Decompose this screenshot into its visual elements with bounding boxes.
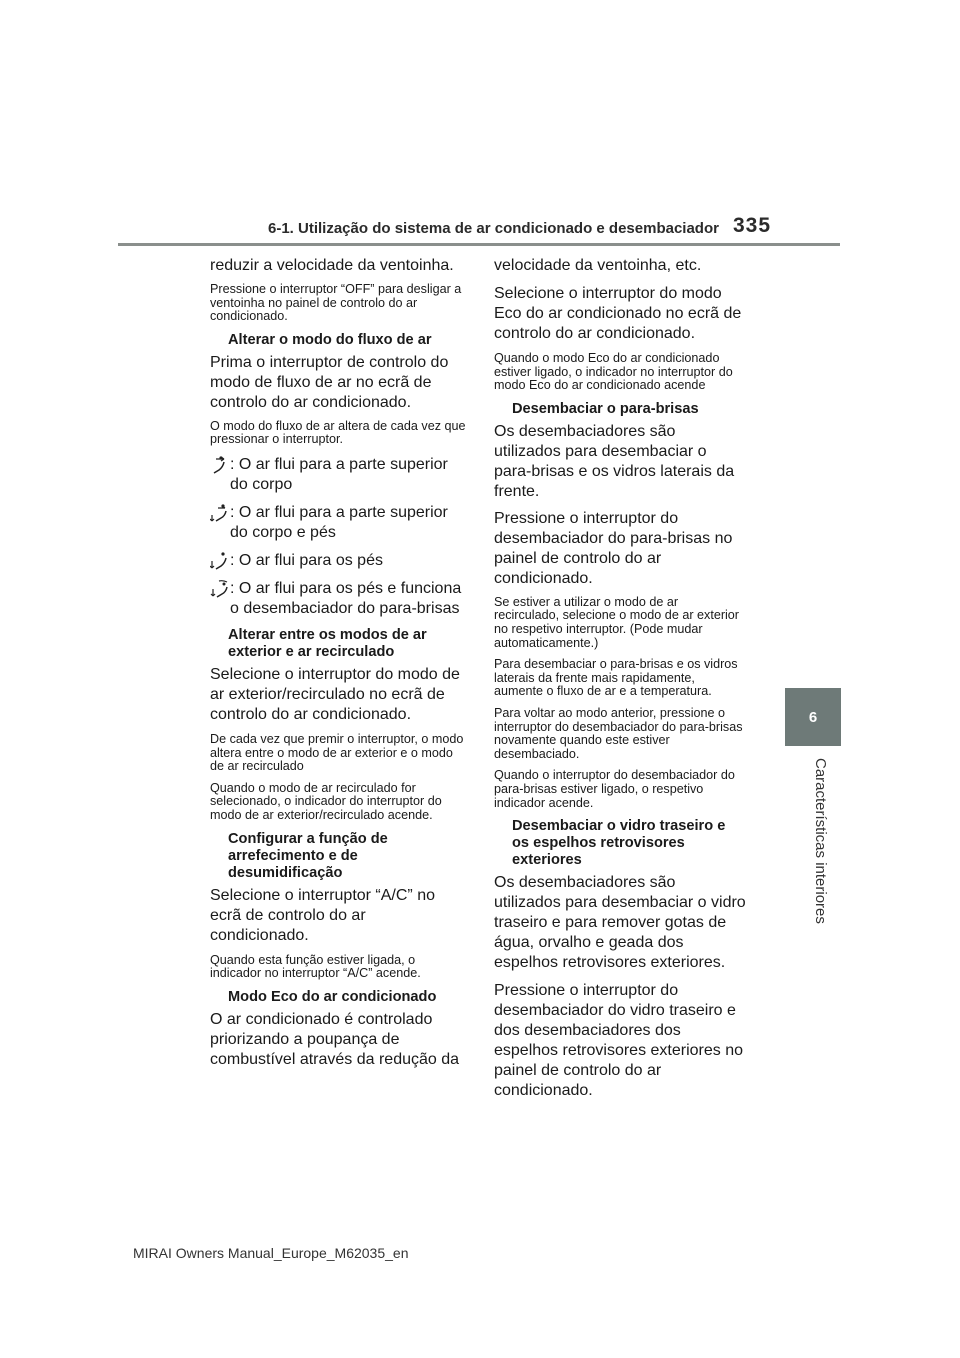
subheading: Desembaciar o para-brisas bbox=[512, 400, 699, 417]
airflow-feet-icon bbox=[210, 551, 230, 571]
paragraph: Os desembaciadores são utilizados para desembaciar o para-brisas e os vidros laterais da frente. bbox=[494, 422, 735, 500]
paragraph: Prima o interruptor de controlo do modo de fluxo de ar no ecrã de controlo do ar condicionado. bbox=[210, 353, 449, 411]
subheading: Modo Eco do ar condicionado bbox=[228, 988, 437, 1005]
airflow-mode-label: : O ar flui para a parte superior do corpo bbox=[230, 455, 448, 493]
page-number: 335 bbox=[733, 214, 772, 237]
airflow-mode-feet bbox=[210, 551, 466, 571]
paragraph: Os desembaciadores são utilizados para desembaciar o vidro traseiro e para remover gotas de água, orvalho e geada dos espelhos retrovisores exteriores. bbox=[494, 874, 746, 972]
note: De cada vez que premir o interruptor, o modo altera entre o modo de ar exterior e o modo de ar recirculado bbox=[210, 731, 464, 774]
airflow-face-feet-icon bbox=[210, 503, 230, 523]
note: Se estiver a utilizar o modo de ar recirculado, selecione o modo de ar exterior no respetivo interruptor. (Pode mudar automaticamente.) bbox=[494, 594, 740, 650]
paragraph: velocidade da ventoinha, etc. bbox=[494, 257, 702, 274]
note: Quando esta função estiver ligada, o indicador no interruptor “A/C” acende. bbox=[210, 952, 421, 981]
airflow-face-icon bbox=[210, 455, 230, 475]
chapter-number: 6 bbox=[808, 708, 818, 726]
airflow-mode-face bbox=[210, 455, 466, 495]
left-column bbox=[210, 256, 466, 1078]
note: Para desembaciar o para-brisas e os vidros laterais da frente mais rapidamente, aumente o fluxo de ar e a temperatura. bbox=[494, 657, 738, 699]
note: Quando o modo Eco do ar condicionado estiver ligado, o indicador no interruptor do modo Eco do ar condicionado acende bbox=[494, 351, 733, 393]
paragraph: Selecione o interruptor “A/C” no ecrã de controlo do ar condicionado. bbox=[210, 886, 435, 944]
subheading: Configurar a função de arrefecimento e de desumidificação bbox=[228, 830, 388, 881]
airflow-mode-feet-defrost bbox=[210, 579, 466, 619]
airflow-feet-defrost-icon bbox=[210, 579, 230, 599]
airflow-mode-label: : O ar flui para os pés bbox=[230, 551, 383, 569]
paragraph: reduzir a velocidade da ventoinha. bbox=[210, 257, 454, 274]
chapter-tab bbox=[785, 688, 841, 746]
right-column bbox=[494, 256, 746, 1109]
section-title: 6-1. Utilização do sistema de ar condicionado e desembaciador bbox=[268, 220, 719, 237]
note: Pressione o interruptor “OFF” para desligar a ventoinha no painel de controlo do ar condicionado. bbox=[210, 282, 462, 324]
chapter-label: Características interiores bbox=[812, 758, 829, 924]
paragraph: O ar condicionado é controlado priorizando a poupança de combustível através da redução da bbox=[210, 1010, 460, 1068]
paragraph: Selecione o interruptor do modo Eco do ar condicionado no ecrã de controlo do ar condicionado. bbox=[494, 285, 742, 342]
footer-manual-id: MIRAI Owners Manual_Europe_M62035_en bbox=[133, 1245, 409, 1261]
header-divider bbox=[118, 243, 840, 246]
subheading: Alterar entre os modos de ar exterior e ar recirculado bbox=[228, 626, 427, 660]
airflow-mode-label: : O ar flui para os pés e funciona o desembaciador do para-brisas bbox=[230, 579, 462, 617]
paragraph: Pressione o interruptor do desembaciador do vidro traseiro e dos desembaciadores dos espelhos retrovisores exteriores no painel de controlo do ar condicionado. bbox=[494, 982, 744, 1100]
note: Quando o modo de ar recirculado for selecionado, o indicador do interruptor do modo de ar exterior/recirculado acende. bbox=[210, 780, 442, 822]
note: Quando o interruptor do desembaciador do para-brisas estiver ligado, o respetivo indicador acende. bbox=[494, 768, 735, 810]
subheading: Desembaciar o vidro traseiro e os espelhos retrovisores exteriores bbox=[512, 818, 726, 869]
airflow-mode-face-feet bbox=[210, 503, 466, 543]
subheading: Alterar o modo do fluxo de ar bbox=[228, 331, 432, 348]
paragraph: Pressione o interruptor do desembaciador do para-brisas no painel de controlo do ar condicionado. bbox=[494, 509, 733, 587]
note: O modo do fluxo de ar altera de cada vez que pressionar o interruptor. bbox=[210, 418, 466, 447]
note: Para voltar ao modo anterior, pressione o interruptor do desembaciador do para-brisas novamente quando este estiver desembaciado. bbox=[494, 705, 743, 761]
paragraph: Selecione o interruptor do modo de ar exterior/recirculado no ecrã de controlo do ar condicionado. bbox=[210, 665, 460, 723]
airflow-mode-label: : O ar flui para a parte superior do corpo e pés bbox=[230, 503, 448, 541]
